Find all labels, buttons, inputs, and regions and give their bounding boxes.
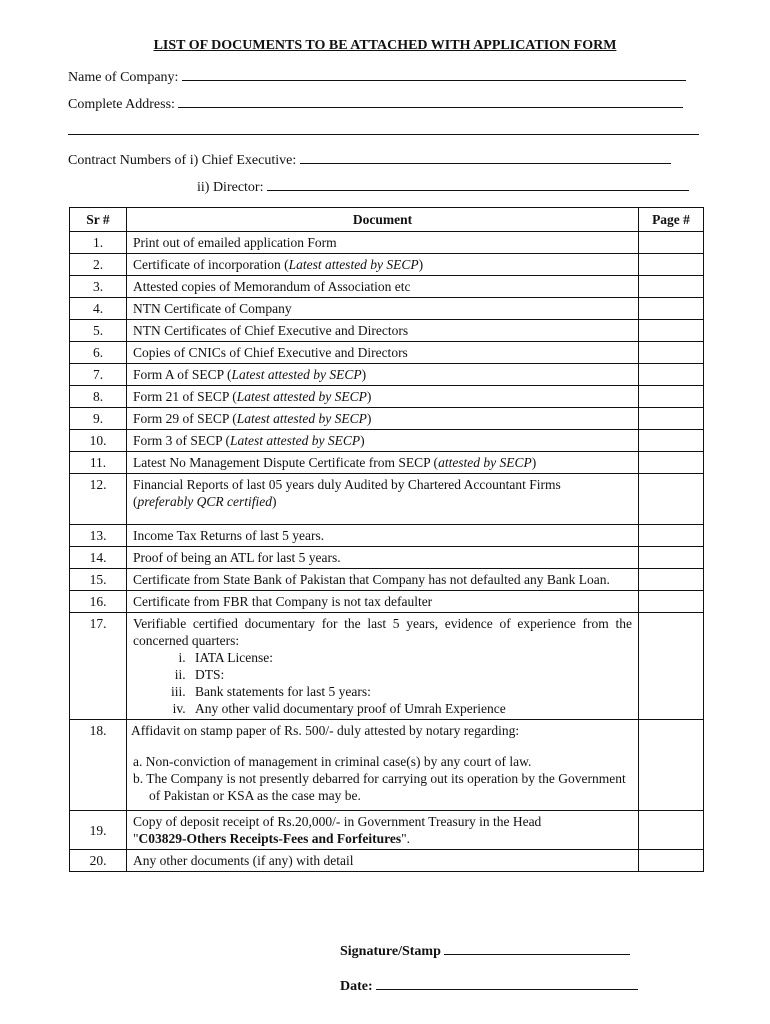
table-row (70, 408, 704, 430)
row-sr: 16. (70, 591, 127, 613)
row-text: Financial Reports of last 05 years duly Audited by Chartered Accountant Firms (133, 477, 561, 492)
date-row (340, 977, 638, 995)
row-page-cell[interactable] (639, 298, 704, 320)
contact-director-label: ii) Director: (197, 180, 264, 195)
table-row (70, 386, 704, 408)
row-suffix: ) (418, 257, 424, 272)
contact-ce-field[interactable] (300, 151, 671, 164)
row-suffix: ) (360, 433, 365, 448)
row-text: Form 3 of SECP ( (133, 433, 231, 448)
row-page-cell[interactable] (639, 320, 704, 342)
row-page-cell[interactable] (639, 276, 704, 298)
row-quote-close: ". (401, 831, 410, 846)
row-document (127, 474, 639, 525)
row-sr: 1. (70, 232, 127, 254)
row-text: Certificate from FBR that Company is not tax defaulter (133, 594, 433, 609)
row-page-cell[interactable] (639, 474, 704, 525)
address-field-line-2[interactable] (68, 122, 699, 135)
experience-sublist (133, 649, 632, 717)
row-italic: Latest attested by SECP (236, 411, 367, 426)
row-page-cell[interactable] (639, 232, 704, 254)
row-sr: 14. (70, 547, 127, 569)
row-text: NTN Certificate of Company (133, 301, 292, 316)
row-document (127, 364, 639, 386)
row-document (127, 408, 639, 430)
row-prefix: ( (133, 494, 138, 509)
address-row-2 (68, 122, 699, 140)
row-document (127, 232, 639, 254)
row-text: Income Tax Returns of last 5 years. (133, 528, 325, 543)
row-page-cell[interactable] (639, 850, 704, 872)
row-page-cell[interactable] (639, 342, 704, 364)
row-italic: Latest attested by SECP (230, 433, 361, 448)
row-text: Latest No Management Dispute Certificate from SECP ( (133, 455, 439, 470)
table-row (70, 298, 704, 320)
row-suffix: ) (366, 389, 372, 404)
row-text: Form A of SECP ( (133, 367, 232, 382)
contact-ce-label: Contract Numbers of i) Chief Executive: (68, 153, 297, 168)
affidavit-item-a: a. Non-conviction of management in criminal case(s) by any court of law. (133, 754, 532, 769)
row-text: Any other documents (if any) with detail (133, 853, 354, 868)
row-sr: 2. (70, 254, 127, 276)
signature-label: Signature/Stamp (340, 944, 441, 959)
table-header-row (70, 208, 704, 232)
row-document (127, 720, 639, 811)
row-page-cell[interactable] (639, 408, 704, 430)
date-field[interactable] (376, 977, 638, 990)
company-name-row (68, 68, 686, 86)
row-document (127, 613, 639, 720)
row-sr: 15. (70, 569, 127, 591)
row-sr: 17. (70, 613, 127, 720)
row-sr: 6. (70, 342, 127, 364)
affidavit-item-b: b. The Company is not presently debarred for carrying out its operation by the Government of Pakistan or KSA as the case may be. (133, 771, 626, 803)
row-page-cell[interactable] (639, 430, 704, 452)
row-sr: 3. (70, 276, 127, 298)
row-document (127, 547, 639, 569)
table-row (70, 320, 704, 342)
table-row (70, 720, 704, 811)
table-row (70, 232, 704, 254)
row-page-cell[interactable] (639, 720, 704, 811)
row-page-cell[interactable] (639, 254, 704, 276)
row-document (127, 850, 639, 872)
row-document (127, 452, 639, 474)
row-sr: 19. (70, 811, 127, 850)
row-page-cell[interactable] (639, 811, 704, 850)
table-row (70, 569, 704, 591)
row-text: Certificate from State Bank of Pakistan that Company has not defaulted any Bank Loan. (133, 572, 610, 587)
row-sr: 13. (70, 525, 127, 547)
table-row (70, 254, 704, 276)
row-text: Copy of deposit receipt of Rs.20,000/- in Government Treasury in the Head (133, 814, 542, 829)
list-item: i. IATA License: (189, 649, 632, 666)
row-sr: 4. (70, 298, 127, 320)
contact-director-row (197, 178, 689, 196)
row-text: Copies of CNICs of Chief Executive and Directors (133, 345, 408, 360)
header-sr: Sr # (70, 208, 127, 232)
table-row (70, 850, 704, 872)
row-suffix: ) (361, 367, 367, 382)
list-item: iii. Bank statements for last 5 years: (189, 683, 632, 700)
row-italic: Latest attested by SECP (288, 257, 419, 272)
row-page-cell[interactable] (639, 591, 704, 613)
row-sr: 9. (70, 408, 127, 430)
table-row (70, 474, 704, 525)
header-document: Document (127, 208, 639, 232)
row-document (127, 342, 639, 364)
head-code: C03829-Others Receipts-Fees and Forfeitures (138, 831, 402, 846)
table-row (70, 276, 704, 298)
row-suffix: ) (531, 455, 537, 470)
row-sr: 18. (70, 720, 127, 811)
row-sr: 7. (70, 364, 127, 386)
row-quote-open: " (133, 831, 139, 846)
row-page-cell[interactable] (639, 525, 704, 547)
row-document (127, 430, 639, 452)
row-text: Attested copies of Memorandum of Association etc (133, 279, 411, 294)
row-page-cell[interactable] (639, 547, 704, 569)
row-document (127, 320, 639, 342)
table-row (70, 547, 704, 569)
row-document (127, 525, 639, 547)
documents-table (69, 207, 704, 872)
row-page-cell[interactable] (639, 569, 704, 591)
table-row (70, 525, 704, 547)
table-row (70, 811, 704, 850)
address-label: Complete Address: (68, 97, 175, 112)
row-suffix: ) (271, 494, 277, 509)
row-document (127, 811, 639, 850)
row-document (127, 254, 639, 276)
row-text: Form 21 of SECP ( (133, 389, 237, 404)
row-italic: attested by SECP (438, 455, 532, 470)
row-document (127, 276, 639, 298)
row-document (127, 569, 639, 591)
table-row (70, 430, 704, 452)
row-sr: 11. (70, 452, 127, 474)
address-field[interactable] (178, 95, 683, 108)
table-row (70, 364, 704, 386)
table-row (70, 342, 704, 364)
address-row (68, 95, 683, 113)
row-text: Print out of emailed application Form (133, 235, 337, 250)
list-item: ii. DTS: (189, 666, 632, 683)
row-sr: 12. (70, 474, 127, 525)
row-sr: 20. (70, 850, 127, 872)
signature-field[interactable] (444, 942, 630, 955)
company-name-field[interactable] (182, 68, 686, 81)
date-label: Date: (340, 979, 373, 994)
row-document (127, 298, 639, 320)
row-text: Form 29 of SECP ( (133, 411, 237, 426)
row-page-cell[interactable] (639, 613, 704, 720)
header-page: Page # (639, 208, 704, 232)
row-document (127, 591, 639, 613)
row-text: Proof of being an ATL for last 5 years. (133, 550, 341, 565)
row-sr: 10. (70, 430, 127, 452)
row-text: Certificate of incorporation ( (133, 257, 289, 272)
row-italic: preferably QCR certified (137, 494, 272, 509)
row-italic: Latest attested by SECP (231, 367, 362, 382)
contact-ce-row (68, 151, 671, 169)
row-sr: 5. (70, 320, 127, 342)
row-suffix: ) (366, 411, 372, 426)
row-page-cell[interactable] (639, 386, 704, 408)
row-text: Affidavit on stamp paper of Rs. 500/- duly attested by notary regarding: (131, 723, 520, 738)
company-name-label: Name of Company: (68, 70, 179, 85)
list-item: iv. Any other valid documentary proof of Umrah Experience (189, 700, 632, 717)
row-page-cell[interactable] (639, 452, 704, 474)
row-italic: Latest attested by SECP (236, 389, 367, 404)
table-row (70, 452, 704, 474)
contact-director-field[interactable] (267, 178, 689, 191)
row-text: NTN Certificates of Chief Executive and Directors (133, 323, 409, 338)
row-document (127, 386, 639, 408)
row-text: Verifiable certified documentary for the last 5 years, evidence of experience from the concerned quarters: (133, 616, 632, 648)
signature-row (340, 942, 630, 960)
row-page-cell[interactable] (639, 364, 704, 386)
table-row (70, 591, 704, 613)
form-title: LIST OF DOCUMENTS TO BE ATTACHED WITH APPLICATION FORM (153, 38, 617, 53)
table-row (70, 613, 704, 720)
row-sr: 8. (70, 386, 127, 408)
